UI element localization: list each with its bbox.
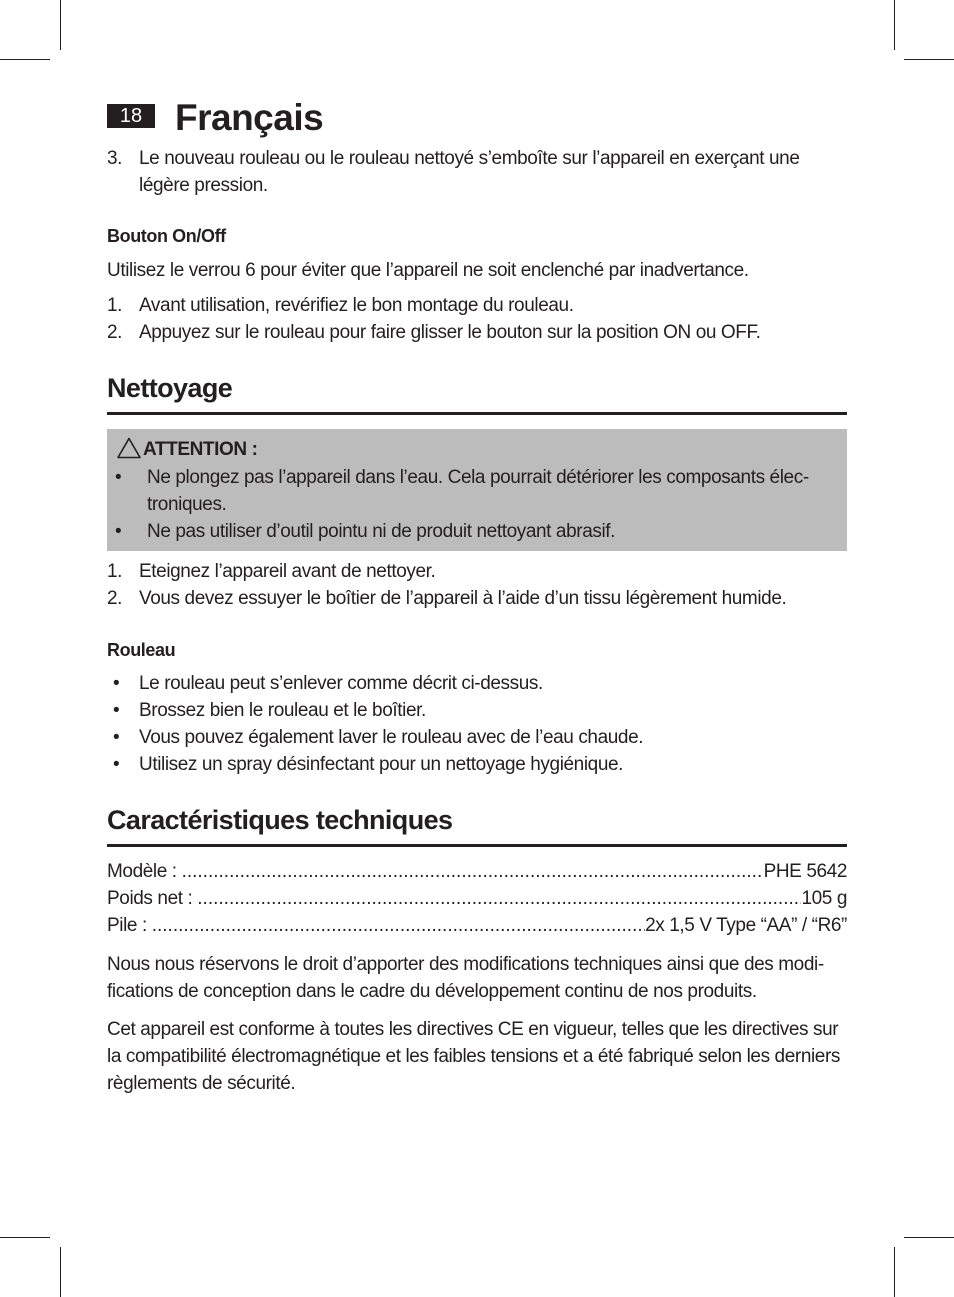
bullet: •	[115, 521, 122, 542]
warning-text: Ne plongez pas l’appareil dans l’eau. Cela pourrait détériorer les composants électroniques.	[147, 467, 810, 515]
roller-list	[107, 670, 847, 778]
step-number: 2.	[107, 588, 123, 609]
list-item	[107, 670, 847, 697]
roller-text: Utilisez un spray désinfectant pour un nettoyage hygiénique.	[139, 754, 624, 775]
spec-value: 2x 1,5 V Type “AA” / “R6”	[645, 915, 847, 936]
bullet: •	[113, 673, 120, 694]
leader-dots	[152, 912, 645, 939]
list-item	[107, 697, 847, 724]
step-number: 2.	[107, 322, 123, 343]
crop-mark	[904, 1237, 954, 1238]
roller-heading: Rouleau	[107, 640, 176, 660]
step-text: Le nouveau rouleau ou le rouleau nettoyé s’emboîte sur l’appareil en exerçant une légère pression.	[139, 148, 800, 196]
step-number: 3.	[107, 148, 123, 169]
warning-text: Ne pas utiliser d’outil pointu ni de produit nettoyant abrasif.	[147, 521, 616, 542]
cleaning-steps	[107, 558, 847, 612]
crop-mark	[894, 1247, 895, 1297]
step-text: Appuyez sur le rouleau pour faire glisser le bouton sur la position ON ou OFF.	[139, 322, 761, 343]
leader-dots	[182, 858, 764, 885]
page-title: Français	[175, 97, 324, 138]
warning-box	[107, 429, 847, 551]
list-item	[107, 585, 847, 612]
step-text: Vous devez essuyer le boîtier de l’appareil à l’aide d’un tissu légèrement humide.	[139, 588, 787, 609]
specs-heading: Caractéristiques techniques	[107, 805, 453, 835]
list-item	[107, 145, 847, 199]
warning-list	[107, 464, 837, 545]
reservation-note: Nous nous réservons le droit d’apporter des modifications techniques ainsi que des modifications de conception dans le cadre du développement continu de nos produits.	[107, 954, 825, 1002]
warning-title: ATTENTION :	[143, 439, 258, 460]
conformity-note: Cet appareil est conforme à toutes les directives CE en vigueur, telles que les directives sur la compatibilité électromagnétique et les faibles tensions et a été fabriqué selon les derniers règlements de sécurité.	[107, 1019, 841, 1094]
list-item	[107, 518, 837, 545]
crop-mark	[0, 59, 50, 60]
step-text: Eteignez l’appareil avant de nettoyer.	[139, 561, 436, 582]
bullet: •	[113, 754, 120, 775]
crop-mark	[60, 1247, 61, 1297]
leader-dots	[197, 885, 801, 912]
crop-mark	[0, 1237, 50, 1238]
specs-section-header	[107, 802, 847, 847]
spec-row-weight	[107, 885, 847, 912]
on-off-text: Utilisez le verrou 6 pour éviter que l’appareil ne soit enclenché par inadvertance.	[107, 260, 749, 281]
spec-row-battery	[107, 912, 847, 939]
list-item	[107, 558, 847, 585]
on-off-steps	[107, 292, 847, 346]
spec-label: Modèle :	[107, 861, 182, 882]
on-off-heading: Bouton On/Off	[107, 226, 226, 246]
bullet: •	[113, 700, 120, 721]
list-item	[107, 292, 847, 319]
bullet: •	[115, 467, 122, 488]
list-item	[107, 724, 847, 751]
crop-mark	[904, 59, 954, 60]
page-number: 18	[107, 104, 155, 128]
list-item	[107, 319, 847, 346]
intro-step-list	[107, 145, 847, 199]
cleaning-section-header	[107, 370, 847, 415]
spec-value: 105 g	[801, 888, 847, 909]
spec-label: Poids net :	[107, 888, 198, 909]
step-number: 1.	[107, 561, 123, 582]
roller-text: Vous pouvez également laver le rouleau avec de l’eau chaude.	[139, 727, 644, 748]
crop-mark	[894, 0, 895, 50]
spec-label: Pile :	[107, 915, 152, 936]
list-item	[107, 751, 847, 778]
roller-text: Brossez bien le rouleau et le boîtier.	[139, 700, 426, 721]
crop-mark	[60, 0, 61, 50]
warning-title-row	[117, 436, 258, 463]
step-number: 1.	[107, 295, 123, 316]
spec-value: PHE 5642	[763, 861, 847, 882]
list-item	[107, 464, 837, 518]
spec-row-model	[107, 858, 847, 885]
bullet: •	[113, 727, 120, 748]
step-text: Avant utilisation, revérifiez le bon montage du rouleau.	[139, 295, 574, 316]
roller-text: Le rouleau peut s’enlever comme décrit ci-dessus.	[139, 673, 543, 694]
warning-triangle-icon	[117, 437, 141, 459]
cleaning-heading: Nettoyage	[107, 373, 233, 403]
